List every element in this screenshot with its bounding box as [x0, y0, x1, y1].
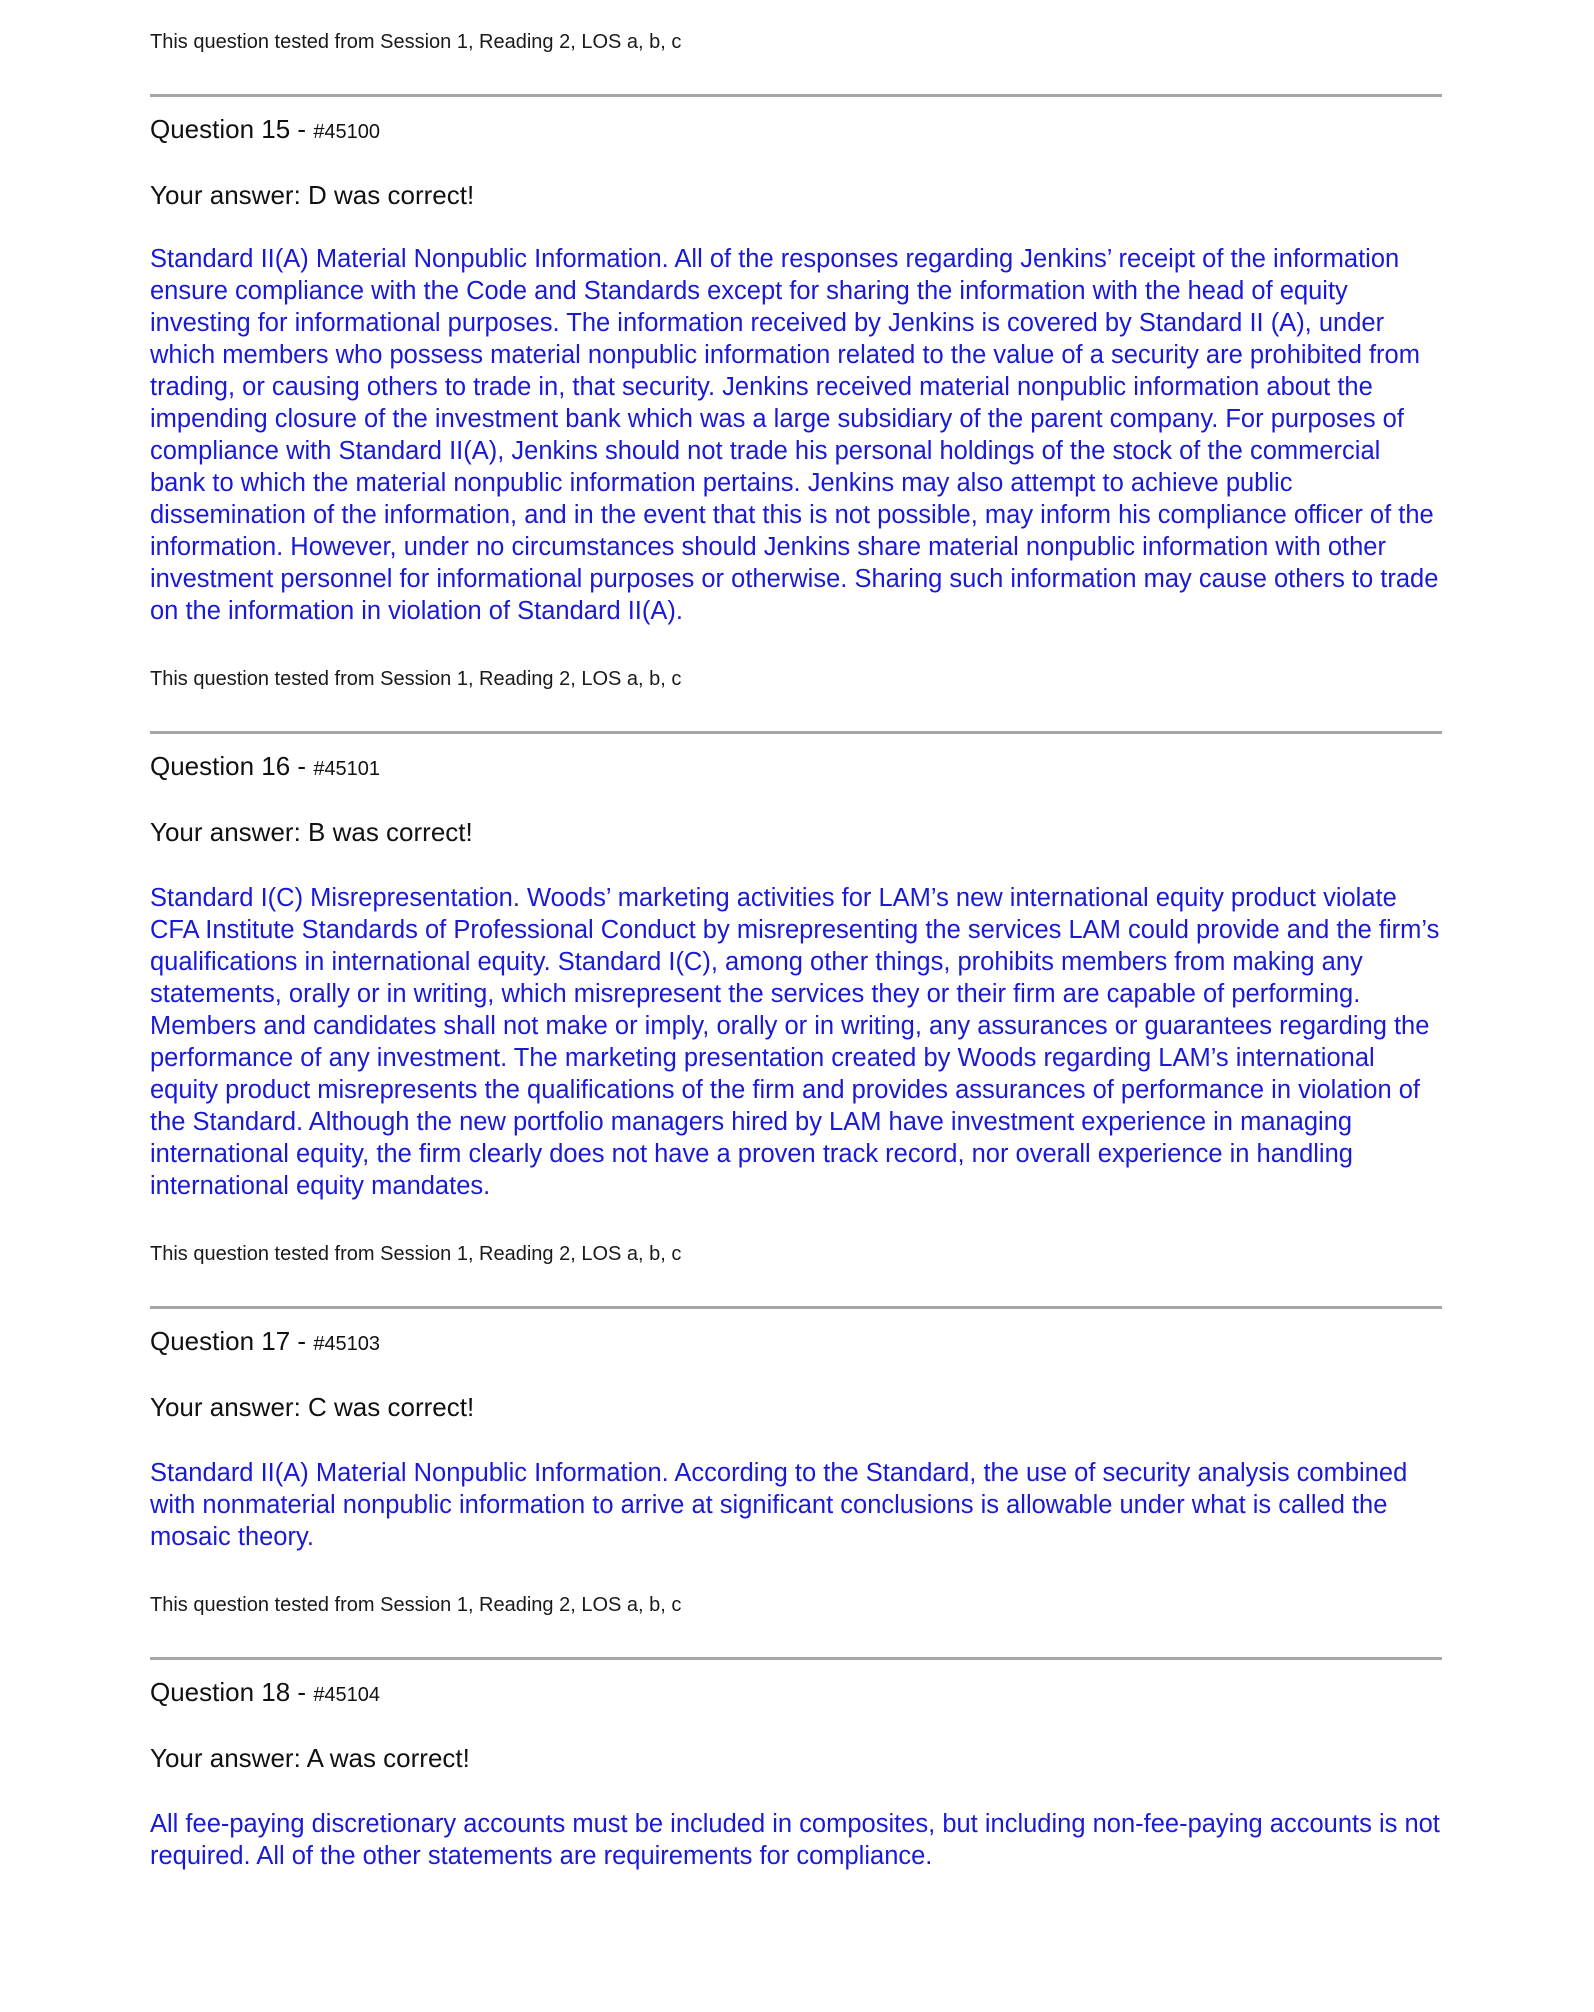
question-block-18 [150, 1657, 1442, 1872]
answer-explanation: Standard II(A) Material Nonpublic Information. According to the Standard, the use of security analysis combined with nonmaterial nonpublic information to arrive at significant conclusions is allowable under what is called the mosaic theory. [150, 1459, 1408, 1551]
question-label: Question 15 - [150, 114, 314, 144]
tested-note-top: This question tested from Session 1, Reading 2, LOS a, b, c [150, 31, 682, 53]
question-block-16 [150, 731, 1442, 1266]
question-block-15 [150, 94, 1442, 691]
question-block-17 [150, 1306, 1442, 1617]
divider [150, 1657, 1442, 1660]
answer-result: Your answer: D was correct! [150, 180, 475, 210]
answer-result: Your answer: B was correct! [150, 817, 473, 847]
question-id: #45100 [313, 121, 381, 143]
question-label: Question 18 - [150, 1677, 314, 1707]
question-label: Question 17 - [150, 1326, 314, 1356]
answer-explanation: Standard I(C) Misrepresentation. Woods’ marketing activities for LAM’s new international equity product violate CFA Institute Standards of Professional Conduct by misrepresenting the services LAM could provide and the firm’s qualifications in international equity. Standard I(C), among other things, prohibits members from making any statements, orally or in writing, which misrepresent the services they or their firm are capable of performing. Members and candidates shall not make or imply, orally or in writing, any assurances or guarantees regarding the performance of any investment. The marketing presentation created by Woods regarding LAM’s international equity product misrepresents the qualifications of the firm and provides assurances of performance in violation of the Standard. Although the new portfolio managers hired by LAM have investment experience in managing international equity, the firm clearly does not have a proven track record, nor overall experience in handling international equity mandates. [150, 884, 1440, 1200]
question-title [150, 1325, 1442, 1360]
answer-result: Your answer: C was correct! [150, 1392, 475, 1422]
divider [150, 1306, 1442, 1309]
answer-explanation: All fee-paying discretionary accounts must be included in composites, but including non-fee-paying accounts is not required. All of the other statements are requirements for compliance. [150, 1810, 1440, 1870]
question-id: #45101 [313, 758, 381, 780]
question-title [150, 113, 1442, 148]
results-page [150, 0, 1442, 1872]
divider [150, 94, 1442, 97]
question-title [150, 750, 1442, 785]
answer-explanation: Standard II(A) Material Nonpublic Information. All of the responses regarding Jenkins’ receipt of the information ensure compliance with the Code and Standards except for sharing the information with the head of equity investing for informational purposes. The information received by Jenkins is covered by Standard II (A), under which members who possess material nonpublic information related to the value of a security are prohibited from trading, or causing others to trade in, that security. Jenkins received material nonpublic information about the impending closure of the investment bank which was a large subsidiary of the parent company. For purposes of compliance with Standard II(A), Jenkins should not trade his personal holdings of the stock of the commercial bank to which the material nonpublic information pertains. Jenkins may also attempt to achieve public dissemination of the information, and in the event that this is not possible, may inform his compliance officer of the information. However, under no circumstances should Jenkins share material nonpublic information with other investment personnel for informational purposes or otherwise. Sharing such information may cause others to trade on the information in violation of Standard II(A). [150, 245, 1439, 625]
divider [150, 731, 1442, 734]
tested-note: This question tested from Session 1, Reading 2, LOS a, b, c [150, 1243, 682, 1265]
tested-note: This question tested from Session 1, Reading 2, LOS a, b, c [150, 668, 682, 690]
question-label: Question 16 - [150, 751, 314, 781]
question-id: #45104 [313, 1684, 381, 1706]
answer-result: Your answer: A was correct! [150, 1743, 470, 1773]
question-title [150, 1676, 1442, 1711]
question-id: #45103 [313, 1333, 381, 1355]
tested-note: This question tested from Session 1, Reading 2, LOS a, b, c [150, 1594, 682, 1616]
